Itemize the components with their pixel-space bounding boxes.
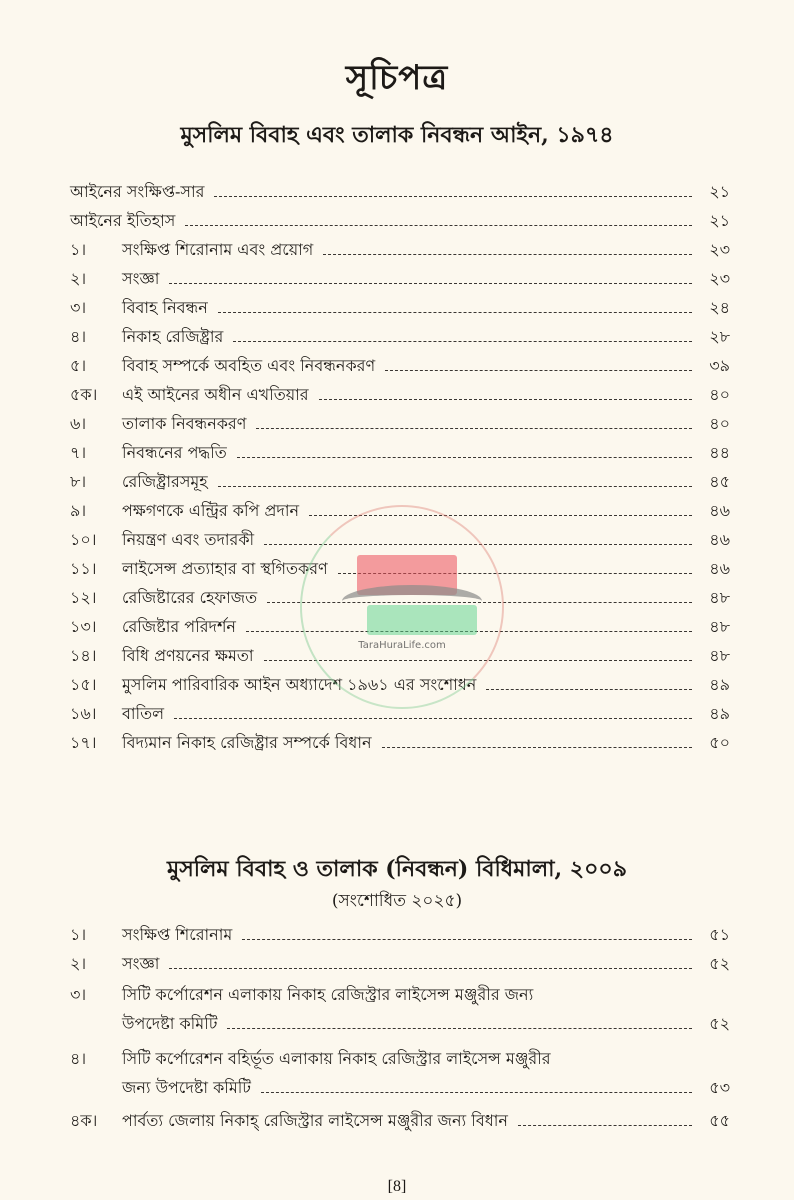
dot-leader (237, 457, 692, 458)
dot-leader (256, 428, 692, 429)
toc-entry[interactable] (70, 348, 730, 377)
toc-entry-number: ১৪। (70, 646, 97, 665)
watermark-text: TaraHuraLife.com (358, 640, 446, 651)
toc-entry-title: পার্বত্য জেলায় নিকাহ্ রেজিস্ট্রার লাইসেন্স মঞ্জুরীর জন্য বিধান (122, 1111, 508, 1130)
toc-entry-title: বাতিল (122, 704, 165, 723)
toc-entry-page: ৪৬ (709, 530, 730, 549)
dot-leader (218, 312, 692, 313)
toc-entry-page: ৪০ (709, 385, 730, 404)
toc-entry[interactable] (70, 203, 730, 232)
toc-section-1 (70, 174, 730, 754)
toc-entry[interactable] (70, 377, 730, 406)
dot-leader (233, 341, 692, 342)
dot-leader (174, 718, 692, 719)
dot-leader (246, 631, 692, 632)
dot-leader (518, 1125, 692, 1126)
dot-leader (169, 968, 692, 969)
toc-entry-number: ১০। (70, 530, 97, 549)
toc-entry-line2[interactable] (70, 1070, 730, 1099)
dot-leader (382, 747, 692, 748)
toc-entry-number: ৪। (70, 1049, 87, 1068)
toc-section-2 (70, 917, 730, 1132)
dot-leader (261, 1092, 692, 1093)
toc-entry-page: ৫৩ (709, 1078, 730, 1097)
toc-entry[interactable] (70, 290, 730, 319)
dot-leader (319, 399, 692, 400)
toc-entry-title: বিদ্যমান নিকাহ রেজিষ্ট্রার সম্পর্কে বিধান (122, 733, 372, 752)
toc-entry-title: বিধি প্রণয়নের ক্ষমতা (122, 646, 254, 665)
toc-entry-title: সিটি কর্পোরেশন এলাকায় নিকাহ রেজিস্ট্রার লাইসেন্স মঞ্জুরীর জন্য (122, 985, 534, 1004)
section-heading-rules-2009: মুসলিম বিবাহ ও তালাক (নিবন্ধন) বিধিমালা, ২০০৯ (167, 856, 627, 882)
toc-entry-title: আইনের ইতিহাস (70, 211, 176, 230)
dot-leader (185, 225, 692, 226)
toc-entry-title: সংজ্ঞা (122, 954, 160, 973)
toc-entry-number: ১৬। (70, 704, 97, 723)
dot-leader (309, 515, 692, 516)
toc-entry[interactable] (70, 551, 730, 580)
toc-entry-page: ৫২ (709, 1014, 730, 1033)
toc-entry-page: ৪০ (709, 414, 730, 433)
toc-entry-number: ১২। (70, 588, 97, 607)
toc-entry-page: ৫৫ (709, 1111, 730, 1130)
toc-entry-title: সংজ্ঞা (122, 269, 160, 288)
toc-entry-title: রেজিষ্টার পরিদর্শন (122, 617, 236, 636)
dot-leader (264, 544, 692, 545)
toc-entry-title: আইনের সংক্ষিপ্ত-সার (70, 182, 205, 201)
section-heading-act-1974: মুসলিম বিবাহ এবং তালাক নিবন্ধন আইন, ১৯৭৪ (180, 122, 614, 148)
toc-entry-title: রেজিষ্টারের হেফাজত (122, 588, 258, 607)
toc-entry-title: নিকাহ রেজিষ্ট্রার (122, 327, 224, 346)
toc-entry-page: ৪৮ (709, 617, 730, 636)
toc-entry-number: ১। (70, 240, 87, 259)
toc-entry-number: ৩। (70, 985, 87, 1004)
toc-entry-title: সংক্ষিপ্ত শিরোনাম এবং প্রয়োগ (122, 240, 314, 259)
toc-entry[interactable] (70, 609, 730, 638)
toc-entry[interactable] (70, 1099, 730, 1132)
toc-entry-title: জন্য উপদেষ্টা কমিটি (122, 1078, 252, 1097)
toc-entry-page: ৫২ (709, 954, 730, 973)
toc-entry-page: ৪৬ (709, 559, 730, 578)
toc-entry-page: ৪৯ (709, 704, 730, 723)
toc-entry[interactable] (70, 696, 730, 725)
dot-leader (227, 1028, 692, 1029)
dot-leader (214, 196, 692, 197)
page-number: [8] (387, 1178, 407, 1195)
toc-entry-title: লাইসেন্স প্রত্যাহার বা স্থগিতকরণ (122, 559, 328, 578)
section-subheading: (সংশোধিত ২০২৫) (331, 891, 463, 911)
toc-entry-number: ২। (70, 954, 87, 973)
toc-entry-page: ২১ (709, 182, 730, 201)
toc-entry-page: ৪৮ (709, 646, 730, 665)
toc-entry[interactable] (70, 638, 730, 667)
toc-entry-line1[interactable] (70, 975, 730, 1006)
toc-entry[interactable] (70, 946, 730, 975)
toc-entry-page: ৪৯ (709, 675, 730, 694)
page-title: সূচিপত্র (345, 58, 449, 98)
toc-entry-title: নিয়ন্ত্রণ এবং তদারকী (122, 530, 255, 549)
toc-entry[interactable] (70, 174, 730, 203)
dot-leader (267, 602, 692, 603)
toc-entry-page: ৪৮ (709, 588, 730, 607)
toc-entry-page: ৪৬ (709, 501, 730, 520)
dot-leader (338, 573, 692, 574)
toc-entry-number: ৬। (70, 414, 87, 433)
dot-leader (169, 283, 692, 284)
toc-entry-number: ১৫। (70, 675, 97, 694)
toc-entry-number: ৯। (70, 501, 87, 520)
toc-entry-title: রেজিষ্ট্রারসমূহ (122, 472, 208, 491)
dot-leader (242, 939, 692, 940)
toc-entry[interactable] (70, 464, 730, 493)
dot-leader (264, 660, 692, 661)
toc-entry[interactable] (70, 435, 730, 464)
toc-entry-title: সংক্ষিপ্ত শিরোনাম (122, 925, 233, 944)
toc-entry-title: নিবন্ধনের পদ্ধতি (122, 443, 227, 462)
toc-entry-page: ৪৫ (709, 472, 730, 491)
toc-entry-title: বিবাহ নিবন্ধন (122, 298, 208, 317)
toc-entry[interactable] (70, 319, 730, 348)
toc-entry-title: সিটি কর্পোরেশন বহির্ভূত এলাকায় নিকাহ রেজিস্ট্রার লাইসেন্স মঞ্জুরীর (122, 1049, 551, 1068)
toc-entry-page: ২৮ (709, 327, 730, 346)
toc-entry-number: ৮। (70, 472, 87, 491)
toc-entry-number: ৪ক। (70, 1111, 98, 1130)
toc-entry-page: ২৩ (709, 240, 730, 259)
toc-entry-number: ৭। (70, 443, 87, 462)
dot-leader (218, 486, 692, 487)
toc-entry-line2[interactable] (70, 1006, 730, 1035)
toc-entry-page: ৩৯ (709, 356, 730, 375)
toc-entry-number: ১৩। (70, 617, 97, 636)
toc-entry-title: পক্ষগণকে এন্ট্রির কপি প্রদান (122, 501, 300, 520)
dot-leader (385, 370, 692, 371)
toc-entry-page: ৫০ (709, 733, 730, 752)
toc-entry-number: ৫ক। (70, 385, 98, 404)
toc-entry[interactable] (70, 522, 730, 551)
toc-entry-page: ৫১ (709, 925, 730, 944)
toc-entry-title: তালাক নিবন্ধনকরণ (122, 414, 247, 433)
toc-entry-number: ৩। (70, 298, 87, 317)
toc-entry-page: ২৪ (709, 298, 730, 317)
toc-entry[interactable] (70, 406, 730, 435)
toc-entry-page: ২১ (709, 211, 730, 230)
toc-entry[interactable] (70, 261, 730, 290)
dot-leader (486, 689, 692, 690)
toc-entry-number: ১১। (70, 559, 97, 578)
dot-leader (323, 254, 692, 255)
toc-entry-title: বিবাহ সম্পর্কে অবহিত এবং নিবন্ধনকরণ (122, 356, 376, 375)
toc-entry-number: ৪। (70, 327, 87, 346)
toc-entry[interactable] (70, 580, 730, 609)
toc-entry[interactable] (70, 725, 730, 754)
toc-entry-title: এই আইনের অধীন এখতিয়ার (122, 385, 309, 404)
toc-entry[interactable] (70, 917, 730, 946)
toc-entry-number: ১। (70, 925, 87, 944)
toc-entry-title: মুসলিম পারিবারিক আইন অধ্যাদেশ ১৯৬১ এর সংশোধন (122, 675, 477, 694)
toc-entry[interactable] (70, 667, 730, 696)
toc-entry[interactable] (70, 493, 730, 522)
toc-entry-line1[interactable] (70, 1035, 730, 1070)
toc-entry-number: ১৭। (70, 733, 97, 752)
toc-entry[interactable] (70, 232, 730, 261)
toc-entry-title: উপদেষ্টা কমিটি (122, 1014, 218, 1033)
toc-entry-page: ৪৪ (709, 443, 730, 462)
toc-entry-page: ২৩ (709, 269, 730, 288)
toc-entry-number: ৫। (70, 356, 87, 375)
toc-entry-number: ২। (70, 269, 87, 288)
